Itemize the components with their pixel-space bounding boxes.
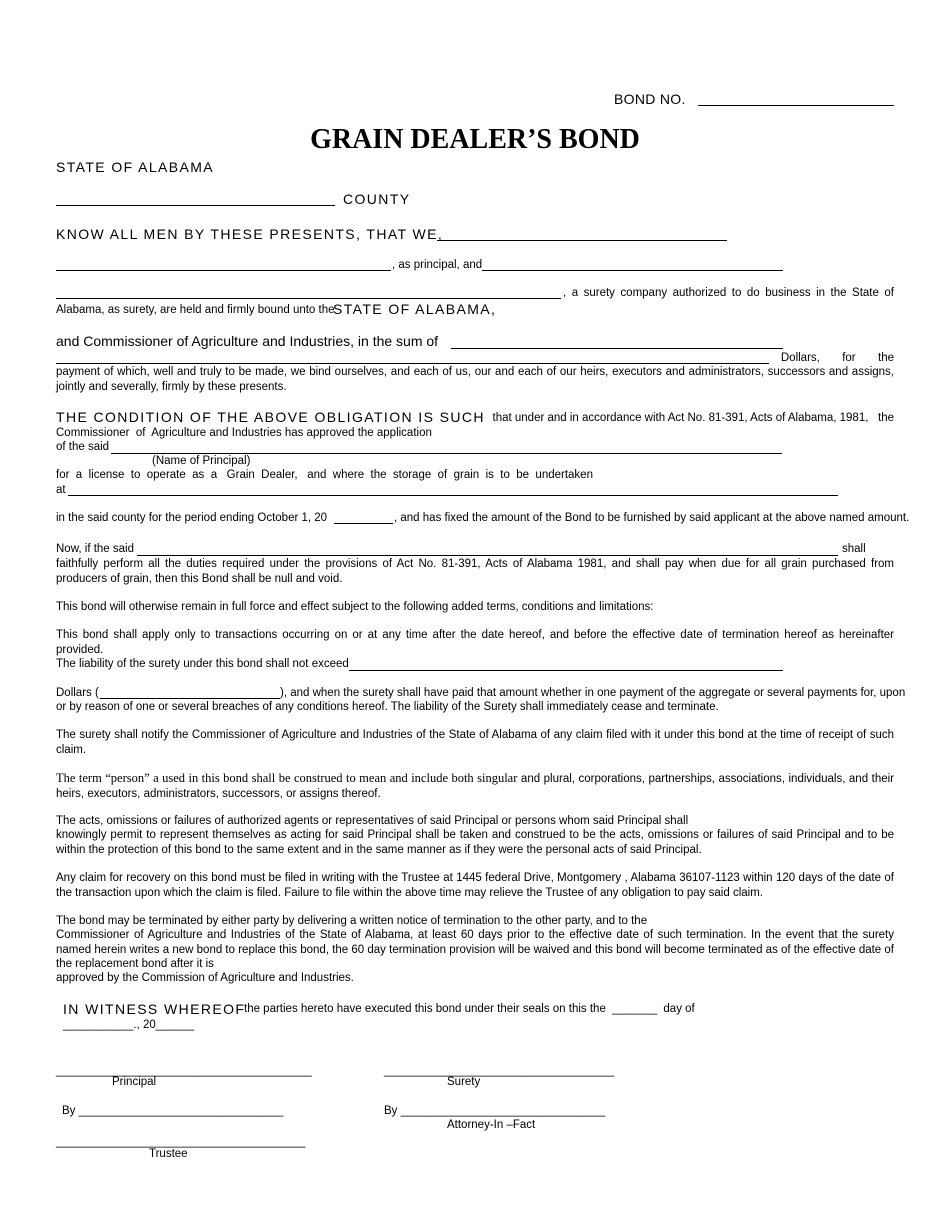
principal-signature-line[interactable]: ________________________________________ bbox=[56, 1065, 312, 1077]
principal-name-field-2[interactable] bbox=[56, 270, 391, 271]
dollars-for-the-text: Dollars, for the bbox=[780, 352, 894, 364]
of-the-said-text: of the said bbox=[56, 441, 110, 453]
witness-text: the parties hereto have executed this bond under their seals on this the _______ day of bbox=[244, 1003, 695, 1015]
acts-paragraph: knowingly permit to represent themselves as acting for said Principal shall be taken and construed to be the acts, omissions or failures of said Principal and to be within the protection of this bond to the same extent and in the same manner as if they were the personal acts of said Principal. bbox=[56, 829, 894, 856]
witness-heading: IN WITNESS WHEREOF bbox=[63, 1001, 246, 1017]
bound-unto-text: Alabama, as surety, are held and firmly bound unto the bbox=[56, 304, 335, 316]
surety-name-field[interactable] bbox=[482, 270, 783, 271]
know-all-men-text: KNOW ALL MEN BY THESE PRESENTS, THAT WE, bbox=[56, 226, 444, 242]
person-rest-text: and plural, corporations, partnerships, associations, individuals, and their heirs, executors, administrators, successors, or assigns thereof. bbox=[56, 773, 894, 800]
payment-paragraph: payment of which, well and truly to be made, we bind ourselves, and each of us, our and each of our heirs, executors and administrators, successors and assigns, jointly and severally, firmly by these presents. bbox=[56, 366, 894, 393]
claim-paragraph: Any claim for recovery on this bond must be filed in writing with the Trustee at 1445 federal Drive, Montgomery , Alabama 36107-1123 within 120 days of the date of the transaction upon which the claim is filed. Failure to file within the above time may relieve the Trustee of any obligation to pay said claim. bbox=[56, 872, 894, 899]
bond-no-label: BOND NO. bbox=[614, 91, 686, 107]
county-label: COUNTY bbox=[343, 191, 411, 207]
name-of-principal-caption: (Name of Principal) bbox=[152, 455, 251, 467]
principal-caption: Principal bbox=[112, 1076, 157, 1088]
by-left-line[interactable]: By ________________________________ bbox=[62, 1105, 284, 1117]
sum-amount-field[interactable] bbox=[451, 348, 783, 349]
trustee-caption: Trustee bbox=[149, 1148, 188, 1160]
surety-company-field[interactable] bbox=[56, 298, 561, 299]
bound-state-text: STATE OF ALABAMA, bbox=[333, 301, 497, 317]
condition-heading: THE CONDITION OF THE ABOVE OBLIGATION IS SUCH bbox=[56, 409, 485, 425]
document-title: GRAIN DEALER’S BOND bbox=[310, 124, 640, 155]
as-principal-text: , as principal, and bbox=[392, 259, 483, 271]
at-text: at bbox=[56, 484, 66, 496]
surety-caption: Surety bbox=[447, 1076, 481, 1088]
now-if-name-field[interactable] bbox=[137, 555, 838, 556]
surety-company-text: , a surety company authorized to do business in the State of bbox=[563, 287, 894, 299]
license-text: for a license to operate as a Grain Dealer, and where the storage of grain is to be undertaken bbox=[56, 469, 593, 481]
terminate-paragraph: Commissioner of Agriculture and Industries of the State of Alabama, at least 60 days prior to the effective date of such termination. In the event that the surety named herein writes a new bond to replace this bond, the 60 day termination provision will be waived and this bond will become terminated as of the effective date of the replacement bond after it is bbox=[56, 929, 894, 970]
apply-only-paragraph: This bond shall apply only to transactions occurring on or at any time after the date hereof, and before the effective date of termination hereof as hereinafter provided. bbox=[56, 629, 894, 656]
storage-location-field[interactable] bbox=[68, 495, 838, 496]
now-if-paragraph: faithfully perform all the duties required under the provisions of Act No. 81-391, Acts of Alabama 1981, and shall pay when due for all grain purchased from producers of grain, then this Bond shall be null and void. bbox=[56, 558, 894, 585]
county-field[interactable] bbox=[56, 205, 335, 206]
attorney-in-fact-caption: Attorney-In –Fact bbox=[447, 1119, 536, 1131]
person-serif-text: The term “person” a used in this bond shall be construed to mean and include both singular bbox=[56, 771, 518, 785]
dollars-amount-field[interactable] bbox=[100, 698, 280, 699]
dollars-line2-text: or by reason of one or several breaches of any conditions hereof. The liability of the Surety shall immediately cease and terminate. bbox=[56, 701, 719, 713]
liability-text: The liability of the surety under this bond shall not exceed bbox=[56, 658, 349, 670]
state-label: STATE OF ALABAMA bbox=[56, 159, 215, 175]
dollars-rest-text: ), and when the surety shall have paid that amount whether in one payment of the aggregate or several payments for, upon bbox=[280, 687, 906, 699]
notify-paragraph: The surety shall notify the Commissioner of Agriculture and Industries of the State of Alabama of any claim filed with it under this bond at the time of receipt of such claim. bbox=[56, 729, 894, 756]
acts-text-1: The acts, omissions or failures of authorized agents or representatives of said Principal or persons whom said Principal shall bbox=[56, 815, 689, 827]
liability-amount-field[interactable] bbox=[349, 670, 783, 671]
period-text-a: in the said county for the period ending October 1, 20 bbox=[56, 512, 328, 524]
trustee-signature-line[interactable]: _______________________________________ bbox=[56, 1136, 306, 1148]
witness-date-line: ___________., 20______ bbox=[63, 1019, 195, 1031]
dollars-open-text: Dollars ( bbox=[56, 687, 99, 699]
commissioner-sum-text: and Commissioner of Agriculture and Industries, in the sum of bbox=[56, 333, 439, 349]
person-paragraph bbox=[56, 771, 894, 801]
terminate-text-3: approved by the Commission of Agriculture and Industries. bbox=[56, 972, 354, 984]
period-text-b: , and has fixed the amount of the Bond to be furnished by said applicant at the above named amount. bbox=[394, 512, 910, 524]
condition-text-2: Commissioner of Agriculture and Industries has approved the application bbox=[56, 427, 432, 439]
full-force-paragraph: This bond will otherwise remain in full force and effect subject to the following added terms, conditions and limitations: bbox=[56, 601, 654, 613]
year-field[interactable] bbox=[334, 523, 393, 524]
terminate-text-1: The bond may be terminated by either party by delivering a written notice of termination to the other party, and to the bbox=[56, 915, 648, 927]
condition-text-1: that under and in accordance with Act No. 81-391, Acts of Alabama, 1981, the bbox=[492, 412, 894, 424]
surety-signature-line[interactable]: ____________________________________ bbox=[384, 1065, 615, 1077]
by-right-line[interactable]: By ________________________________ bbox=[384, 1105, 606, 1117]
bond-no-field[interactable] bbox=[698, 105, 894, 106]
now-if-text: Now, if the said bbox=[56, 543, 134, 555]
shall-text: shall bbox=[842, 543, 866, 555]
sum-amount-words-field[interactable] bbox=[56, 363, 769, 364]
principal-name-field[interactable] bbox=[437, 240, 727, 241]
